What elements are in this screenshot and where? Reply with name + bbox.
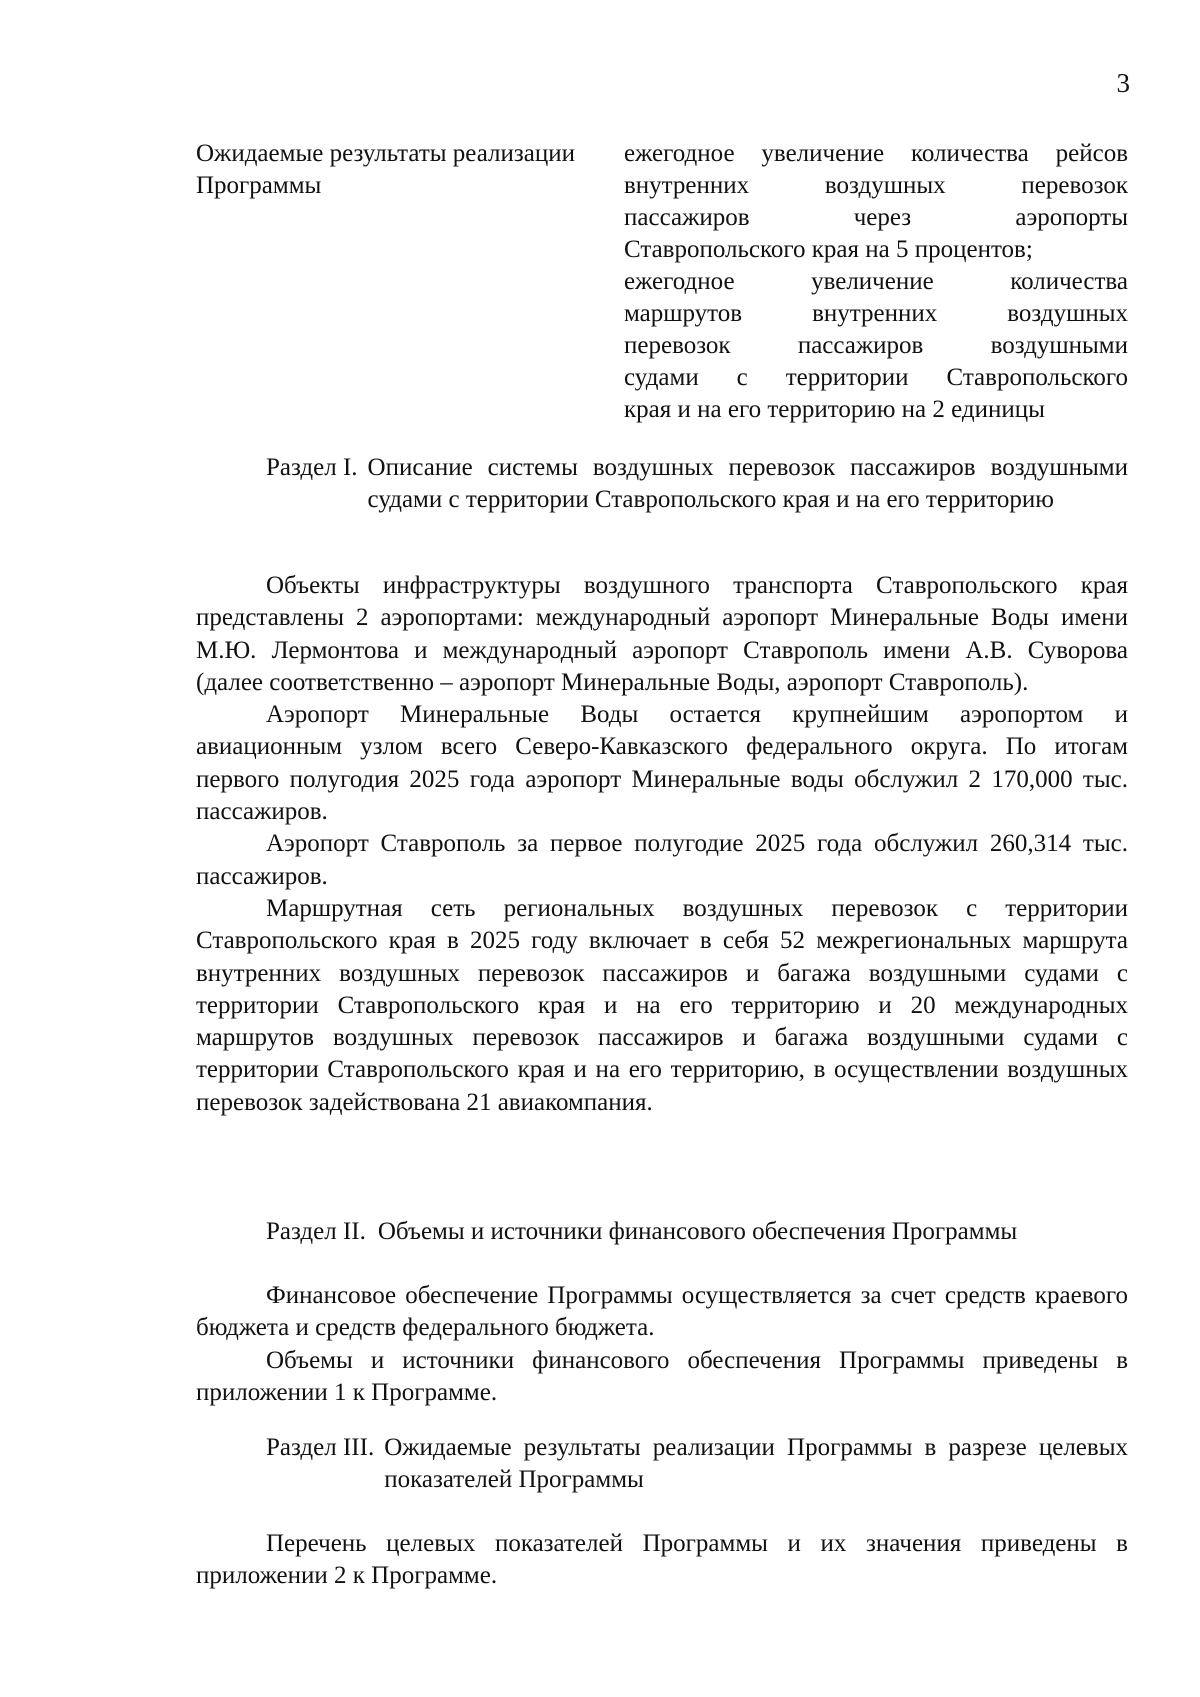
- section-title: Объемы и источники финансового обеспечения Программы: [377, 1218, 1018, 1245]
- paragraph: Аэропорт Ставрополь за первое полугодие 2025 года обслужил 260,314 тыс. пассажиров.: [196, 830, 1128, 890]
- passport-value-line: внутренних воздушных перевозок: [624, 172, 1128, 199]
- paragraph: Объемы и источники финансового обеспечения Программы приведены в приложении 1 к Программе.: [196, 1346, 1128, 1406]
- paragraph: Маршрутная сеть региональных воздушных перевозок с территории Ставропольского края в 2025 году включает в себя 52 межрегиональных маршрута внутренних воздушных перевозок пассажиров и багажа воздушными судами с территории Ставропольского края и на его территорию и 20 международных маршрутов воздушных перевозок пассажиров и багажа воздушными судами с территории Ставропольского края и на его территорию, в осуществлении воздушных перевозок задействована 21 авиакомпания.: [196, 894, 1128, 1116]
- section-1-heading: [266, 452, 1128, 516]
- section-label: Раздел III.: [266, 1434, 375, 1461]
- paragraph: Финансовое обеспечение Программы осуществляется за счет средств краевого бюджета и средств федерального бюджета.: [196, 1282, 1128, 1342]
- passport-value: [624, 138, 1128, 426]
- page-number: 3: [1116, 68, 1130, 98]
- paragraph: Объекты инфраструктуры воздушного транспорта Ставропольского края представлены 2 аэропортами: международный аэропорт Минеральные Воды имени М.Ю. Лермонтова и международный аэропорт Ставрополь имени А.В. Суворова (далее соответственно – аэропорт Минеральные Воды, аэропорт Ставрополь).: [196, 572, 1128, 696]
- passport-value-line: маршрутов внутренних воздушных: [624, 300, 1128, 327]
- section-label: Раздел II.: [266, 1218, 366, 1245]
- paragraph: Перечень целевых показателей Программы и их значения приведены в приложении 2 к Программе.: [196, 1530, 1128, 1590]
- paragraph: Аэропорт Минеральные Воды остается крупнейшим аэропортом и авиационным узлом всего Северо-Кавказского федерального округа. По итогам первого полугодия 2025 года аэропорт Минеральные воды обслужил 2 170,000 тыс. пассажиров.: [196, 701, 1128, 826]
- section-label: Раздел I.: [266, 454, 358, 481]
- section-2-heading: [266, 1216, 1128, 1248]
- passport-value-line: судами с территории Ставропольского: [624, 364, 1128, 391]
- passport-label: Ожидаемые результаты реализации Программы: [196, 140, 575, 199]
- section-title: Ожидаемые результаты реализации Программы в разрезе целевых показателей Программы: [384, 1434, 1128, 1493]
- passport-value-line: Ставропольского края на 5 процентов;: [624, 236, 1033, 263]
- passport-value-line: ежегодное увеличение количества рейсов: [624, 140, 1128, 167]
- passport-value-line: ежегодное увеличение количества: [624, 268, 1128, 295]
- section-1-body: [196, 570, 1128, 1119]
- passport-value-line: края и на его территорию на 2 единицы: [624, 396, 1045, 423]
- passport-value-line: перевозок пассажиров воздушными: [624, 332, 1128, 359]
- section-title: Описание системы воздушных перевозок пассажиров воздушными судами с территории Ставропольского края и на его территорию: [367, 454, 1128, 513]
- section-3-body: [196, 1528, 1128, 1593]
- section-2-body: [196, 1280, 1128, 1409]
- passport-row-expected-results: [196, 138, 1128, 426]
- passport-value-line: пассажиров через аэропорты: [624, 204, 1128, 231]
- section-3-heading: [266, 1432, 1128, 1496]
